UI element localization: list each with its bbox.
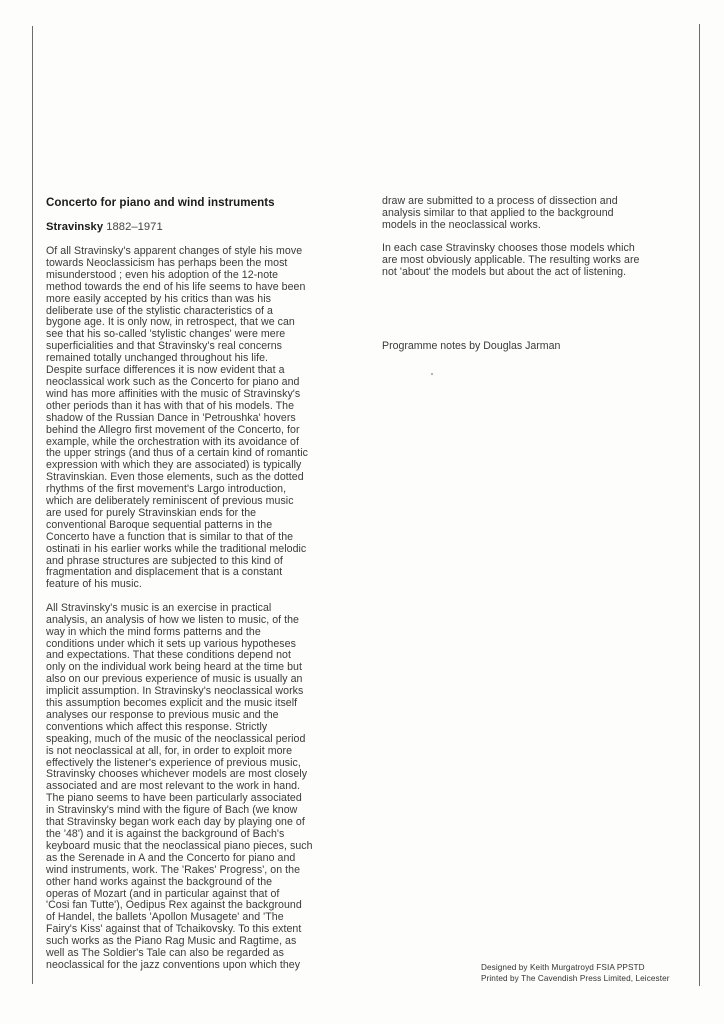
composer-dates: 1882–1971 — [106, 221, 163, 233]
composer-line — [46, 221, 352, 234]
body-paragraph: All Stravinsky's music is an exercise in practical analysis, an analysis of how we listen to music, of the way in which the mind forms patterns and the conditions under which it sets up various hypotheses and expectations. That these conditions depend not only on the individual work being heard at the time but also on our previous experience of music is usually an implicit assumption. In Stravinsky's neoclassical works this assumption becomes explicit and the music itself analyses our response to previous music and the conventions which affect this response. Strictly speaking, much of the music of the neoclassical period is not neoclassical at all, for, in order to exploit more effectively the listener's experience of previous music, Stravinsky chooses whichever models are most closely associated and are most relevant to the work in hand. The piano seems to have been particularly associated in Stravinsky's mind with the figure of Bach (we know that Stravinsky began work each day by playing one of the '48') and it is against the background of Bach's keyboard music that the neoclassical piano pieces, such as the Serenade in A and the Concerto for piano and wind instruments, work. The 'Rakes' Progress', on the other hand works against the background of the operas of Mozart (and in particular against that of 'Cosi fan Tutte'), Oedipus Rex against the background of Handel, the ballets 'Apollon Musagete' and 'The Fairy's Kiss' against that of Tchaikovsky. To this extent such works as the Piano Rag Music and Ragtime, as well as The Soldier's Tale can also be regarded as neoclassical for the jazz conventions upon which they — [46, 601, 313, 971]
programme-notes-credit: Programme notes by Douglas Jarman — [382, 340, 561, 352]
designer-credit: Designed by Keith Murgatroyd FSIA PPSTD — [481, 963, 645, 972]
right-margin-rule — [699, 24, 700, 986]
composer-name: Stravinsky — [46, 221, 104, 233]
document-title: Concerto for piano and wind instruments — [46, 196, 275, 209]
paper-speck — [431, 373, 433, 375]
left-text-column — [46, 196, 352, 983]
left-margin-rule — [32, 26, 33, 984]
printer-credit: Printed by The Cavendish Press Limited, Leicester — [481, 974, 670, 984]
right-text-column — [382, 196, 682, 290]
body-paragraph: Of all Stravinsky's apparent changes of style his move towards Neoclassicism has perhaps been the most misunderstood ; even his adoption of the 12-note method towards the end of his life seems to have been more easily accepted by his critics than was his deliberate use of the stylistic characteristics of a bygone age. It is only now, in retrospect, that we can see that his so-called 'stylistic changes' were mere superficialities and that Stravinsky's real concerns remained totally unchanged throughout his life. Despite surface differences it is now evident that a neoclassical work such as the Concerto for piano and wind has more affinities with the music of Stravinsky's other periods than it has with that of his models. The shadow of the Russian Dance in 'Petroushka' hovers behind the Allegro first movement of the Concerto, for example, while the orchestration with its avoidance of the upper strings (and thus of a certain kind of romantic expression with which they are associated) is typically Stravinskian. Even those elements, such as the dotted rhythms of the first movement's Largo introduction, which are deliberately reminiscent of previous music are used for purely Stravinskian ends for the conventional Baroque sequential patterns in the Concerto have a function that is similar to that of the ostinati in his earlier works while the traditional melodic and phrase structures are subjected to this kind of fragmentation and displacement that is a constant feature of his music. — [46, 245, 308, 591]
print-credits — [481, 962, 695, 985]
body-paragraph: draw are submitted to a process of dissection and analysis similar to that applied to the background models in the neoclassical works. — [382, 195, 618, 231]
body-paragraph: In each case Stravinsky chooses those models which are most obviously applicable. The resulting works are not 'about' the models but about the act of listening. — [382, 242, 640, 279]
